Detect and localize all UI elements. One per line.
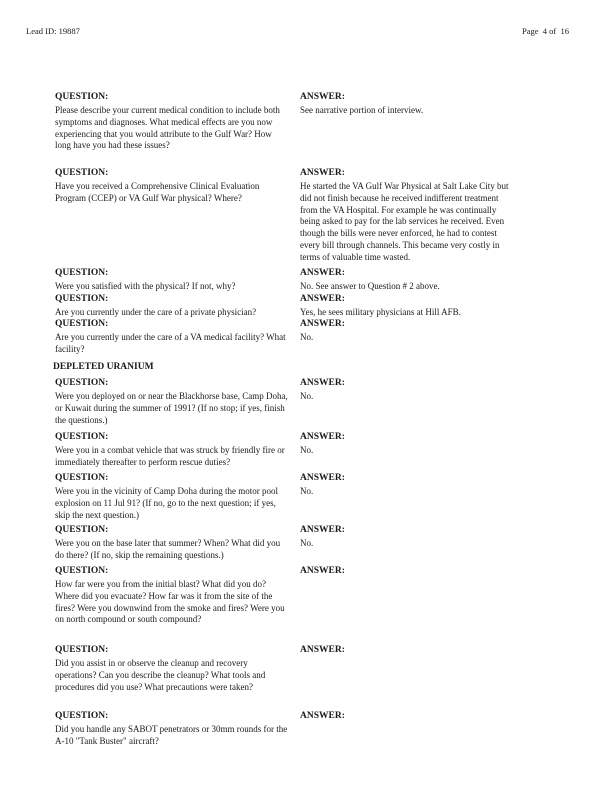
answer-block [300, 432, 515, 457]
answer-label: ANSWER: [300, 92, 345, 102]
answer-block [300, 473, 515, 498]
question-block [55, 566, 290, 626]
answer-block [300, 711, 515, 724]
question-text: Did you handle any SABOT penetrators or 30mm rounds for the A-10 "Tank Buster" aircraft? [55, 724, 288, 746]
answer-text: No. [300, 486, 314, 496]
question-label: QUESTION: [55, 92, 109, 102]
question-label: QUESTION: [55, 711, 109, 721]
question-label: QUESTION: [55, 432, 109, 442]
answer-label: ANSWER: [300, 711, 345, 721]
question-block [55, 319, 290, 356]
question-label: QUESTION: [55, 294, 109, 304]
answer-label: ANSWER: [300, 319, 345, 329]
question-block [55, 92, 290, 152]
question-label: QUESTION: [55, 645, 109, 655]
answer-text: No. See answer to Question # 2 above. [300, 281, 440, 291]
question-label: QUESTION: [55, 378, 109, 388]
answer-block [300, 525, 515, 550]
answer-label: ANSWER: [300, 294, 345, 304]
answer-label: ANSWER: [300, 268, 345, 278]
answer-block [300, 566, 515, 579]
answer-block [300, 92, 515, 117]
answer-text: See narrative portion of interview. [300, 105, 424, 115]
answer-text: No. [300, 538, 314, 548]
question-label: QUESTION: [55, 525, 109, 535]
answer-block [300, 168, 515, 264]
answer-label: ANSWER: [300, 168, 345, 178]
question-text: Were you on the base later that summer? When? What did you do there? (If no, skip the remaining questions.) [55, 538, 281, 560]
question-text: Are you currently under the care of a VA medical facility? What facility? [55, 332, 286, 354]
answer-label: ANSWER: [300, 473, 345, 483]
answer-text: No. [300, 332, 314, 342]
question-label: QUESTION: [55, 319, 109, 329]
question-text: Were you satisfied with the physical? If not, why? [55, 281, 236, 291]
answer-text: No. [300, 445, 314, 455]
question-block [55, 473, 290, 521]
question-text: Were you in a combat vehicle that was struck by friendly fire or immediately thereafter to perform rescue duties? [55, 445, 285, 467]
question-label: QUESTION: [55, 566, 109, 576]
question-text: Were you deployed on or near the Blackhorse base, Camp Doha, or Kuwait during the summer of 1991? (If no stop; if yes, finish the questions.) [55, 391, 288, 425]
question-block [55, 268, 290, 293]
answer-block [300, 645, 515, 658]
question-block [55, 525, 290, 562]
question-text: Were you in the vicinity of Camp Doha during the motor pool explosion on 11 Jul 91? (If no, go to the next question; if yes, skip the next question.) [55, 486, 278, 520]
question-text: Are you currently under the care of a private physician? [55, 307, 257, 317]
lead-id: Lead ID: 19887 [26, 26, 80, 36]
answer-label: ANSWER: [300, 566, 345, 576]
answer-label: ANSWER: [300, 378, 345, 388]
answer-label: ANSWER: [300, 645, 345, 655]
answer-block [300, 294, 515, 319]
answer-text: Yes, he sees military physicians at Hill AFB. [300, 307, 461, 317]
question-text: Please describe your current medical condition to include both symptoms and diagnoses. What medical effects are you now experiencing that you would attribute to the Gulf War? How long have you had these issues? [55, 105, 280, 151]
answer-block [300, 319, 515, 344]
page-number: Page 4 of 16 [522, 26, 569, 36]
answer-label: ANSWER: [300, 525, 345, 535]
question-text: How far were you from the initial blast? What did you do? Where did you evacuate? How far was it from the site of the fires? Were you downwind from the smoke and fires? Were you on north compound or south compound? [55, 579, 285, 625]
section-title: DEPLETED URANIUM [53, 362, 154, 372]
answer-text: No. [300, 391, 314, 401]
question-block [55, 645, 290, 693]
question-block [55, 294, 290, 319]
question-block [55, 378, 290, 426]
question-label: QUESTION: [55, 473, 109, 483]
answer-label: ANSWER: [300, 432, 345, 442]
answer-block [300, 268, 515, 293]
question-label: QUESTION: [55, 168, 109, 178]
question-label: QUESTION: [55, 268, 109, 278]
answer-text: He started the VA Gulf War Physical at Salt Lake City but did not finish because he received indifferent treatment from the VA Hospital. For example he was continually being asked to pay for the lab services he received. Even though the bills were never enforced, he had to contest every bill through channels. This became very costly in terms of valuable time wasted. [300, 181, 509, 262]
question-text: Did you assist in or observe the cleanup and recovery operations? Can you describe the cleanup? What tools and procedures did you use? What precautions were taken? [55, 658, 266, 692]
question-block [55, 432, 290, 469]
question-block [55, 168, 290, 205]
question-text: Have you received a Comprehensive Clinical Evaluation Program (CCEP) or VA Gulf War physical? Where? [55, 181, 260, 203]
question-block [55, 711, 290, 748]
answer-block [300, 378, 515, 403]
